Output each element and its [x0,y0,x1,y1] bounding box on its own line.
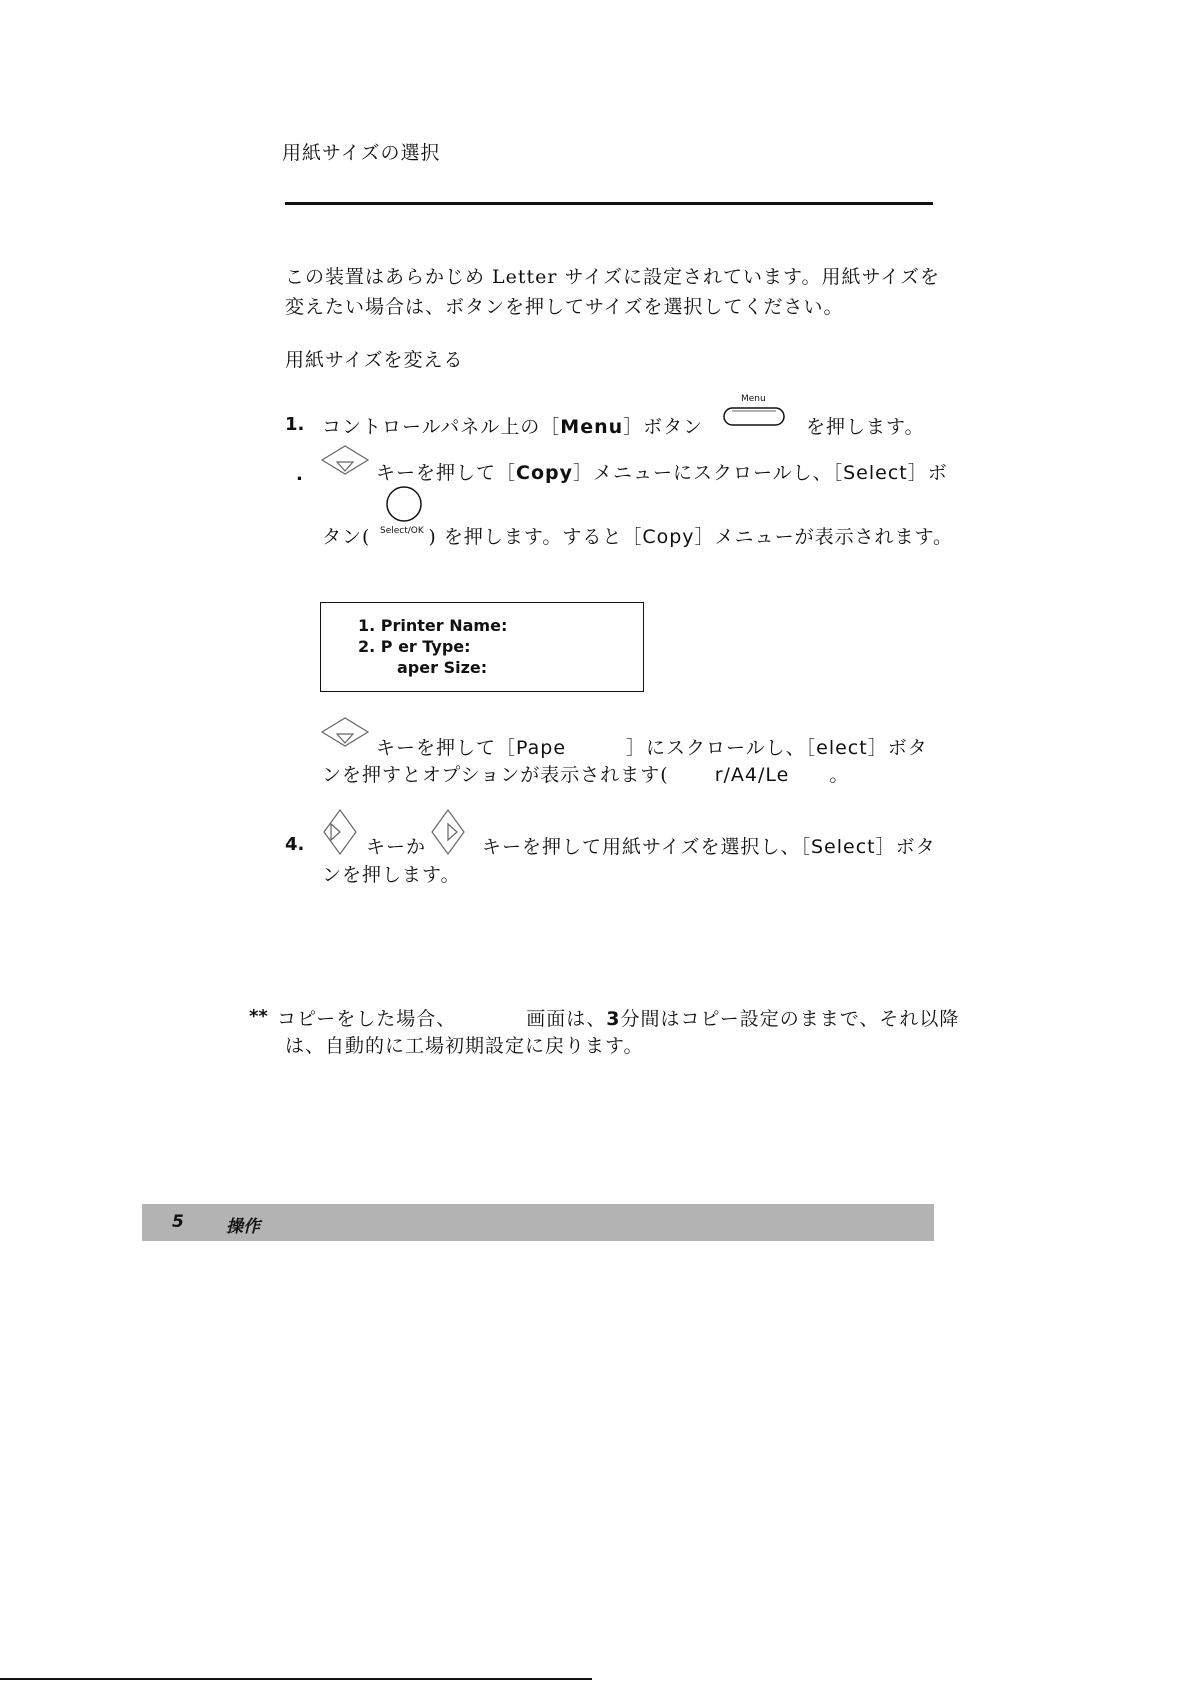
step-3-line-1-a: キーを押して［ [376,737,517,759]
step-2-line-2-b: ) を押します。すると［ [428,526,643,548]
step-4-line-1-b: キーを押して用紙サイズを選択し、［ [482,836,811,858]
step-1-text-c: を押します。 [806,416,925,438]
step-2-line-2-a: タン( [322,526,371,548]
step-2-select-text: Select [843,462,908,484]
note-line-1-b: 画面は、 [526,1008,607,1030]
note-line-1-a: コピーをした場合、 [277,1008,457,1030]
select-ok-button-icon [384,486,424,522]
lcd-menu-display [320,602,644,692]
section-divider [285,202,933,205]
step-2-line-2-c: ］メニューが表示されます。 [694,526,954,548]
step-3-size-options: r/A4/Le [714,764,790,786]
footer-chapter-title: 操作 [226,1217,260,1237]
step-2-copy-bold: Copy [516,462,573,484]
step-3-line-1-b: ］にスクロールし、［ [626,737,817,759]
step-4-line-1-a: キーか [366,836,427,858]
note-marker: ** [249,1006,268,1027]
step-4-line-2: ンを押します。 [322,864,461,886]
left-arrow-key-icon [322,808,358,856]
lcd-line-3: aper Size: [397,658,488,677]
lcd-line-1: 1. Printer Name: [358,616,508,635]
intro-line-1: この装置はあらかじめ Letter サイズに設定されています。用紙サイズを [285,266,940,288]
menu-button-label: Menu [741,394,766,404]
note-line-1-c: 分間はコピー設定のままで、それ以降 [620,1008,960,1030]
step-3-line-1-c: ］ボタ [867,737,928,759]
note-line-2: は、自動的に工場初期設定に戻ります。 [285,1035,644,1057]
step-3-line-2 [322,760,849,787]
note-line-1 [277,1004,959,1031]
right-arrow-key-icon [430,808,466,856]
page-footer [142,1204,934,1241]
step-1-text [322,412,703,439]
step-1-text-a: コントロールパネル上の［ [322,416,561,438]
step-2-line-1-a: キーを押して［ [376,462,517,484]
intro-line-2: 変えたい場合は、ボタンを押してサイズを選択してください。 [285,296,844,318]
step-4-select-text: Select [810,836,876,858]
select-ok-label: Select/OK [380,526,424,536]
step-3-line-2-b: 。 [829,764,850,786]
subheading: 用紙サイズを変える [285,349,464,371]
down-arrow-key-icon-2 [320,716,370,748]
step-2-line-1-b: ］メニューにスクロールし、［ [573,462,844,484]
step-1-text-b: ］ボタン [623,416,704,438]
step-3-line-1 [376,733,928,760]
down-arrow-key-icon [320,444,370,476]
step-3-pape-text: Pape [516,737,567,759]
step-2-copy-text: Copy [642,526,695,548]
step-4-line-1-c: ］ボタ [875,836,936,858]
note-minutes-number: 3 [606,1008,621,1030]
step-2-line-1 [376,458,948,485]
step-3-line-2-a: ンを押すとオプションが表示されます( [322,764,669,786]
lcd-line-2: 2. P er Type: [358,637,471,656]
step-4-number: 4. [285,834,305,855]
step-2-number: . [296,464,303,485]
step-3-elect-text: elect [816,737,868,759]
footer-page-number: 5 [172,1212,184,1232]
step-2-line-1-c: ］ボ [907,462,948,484]
bottom-divider [0,1678,592,1680]
menu-button-icon [723,406,785,428]
section-title: 用紙サイズの選択 [282,142,441,164]
step-1-menu-bold: Menu [560,416,624,438]
step-1-number: 1. [285,414,305,435]
step-4-line-1 [482,832,936,859]
